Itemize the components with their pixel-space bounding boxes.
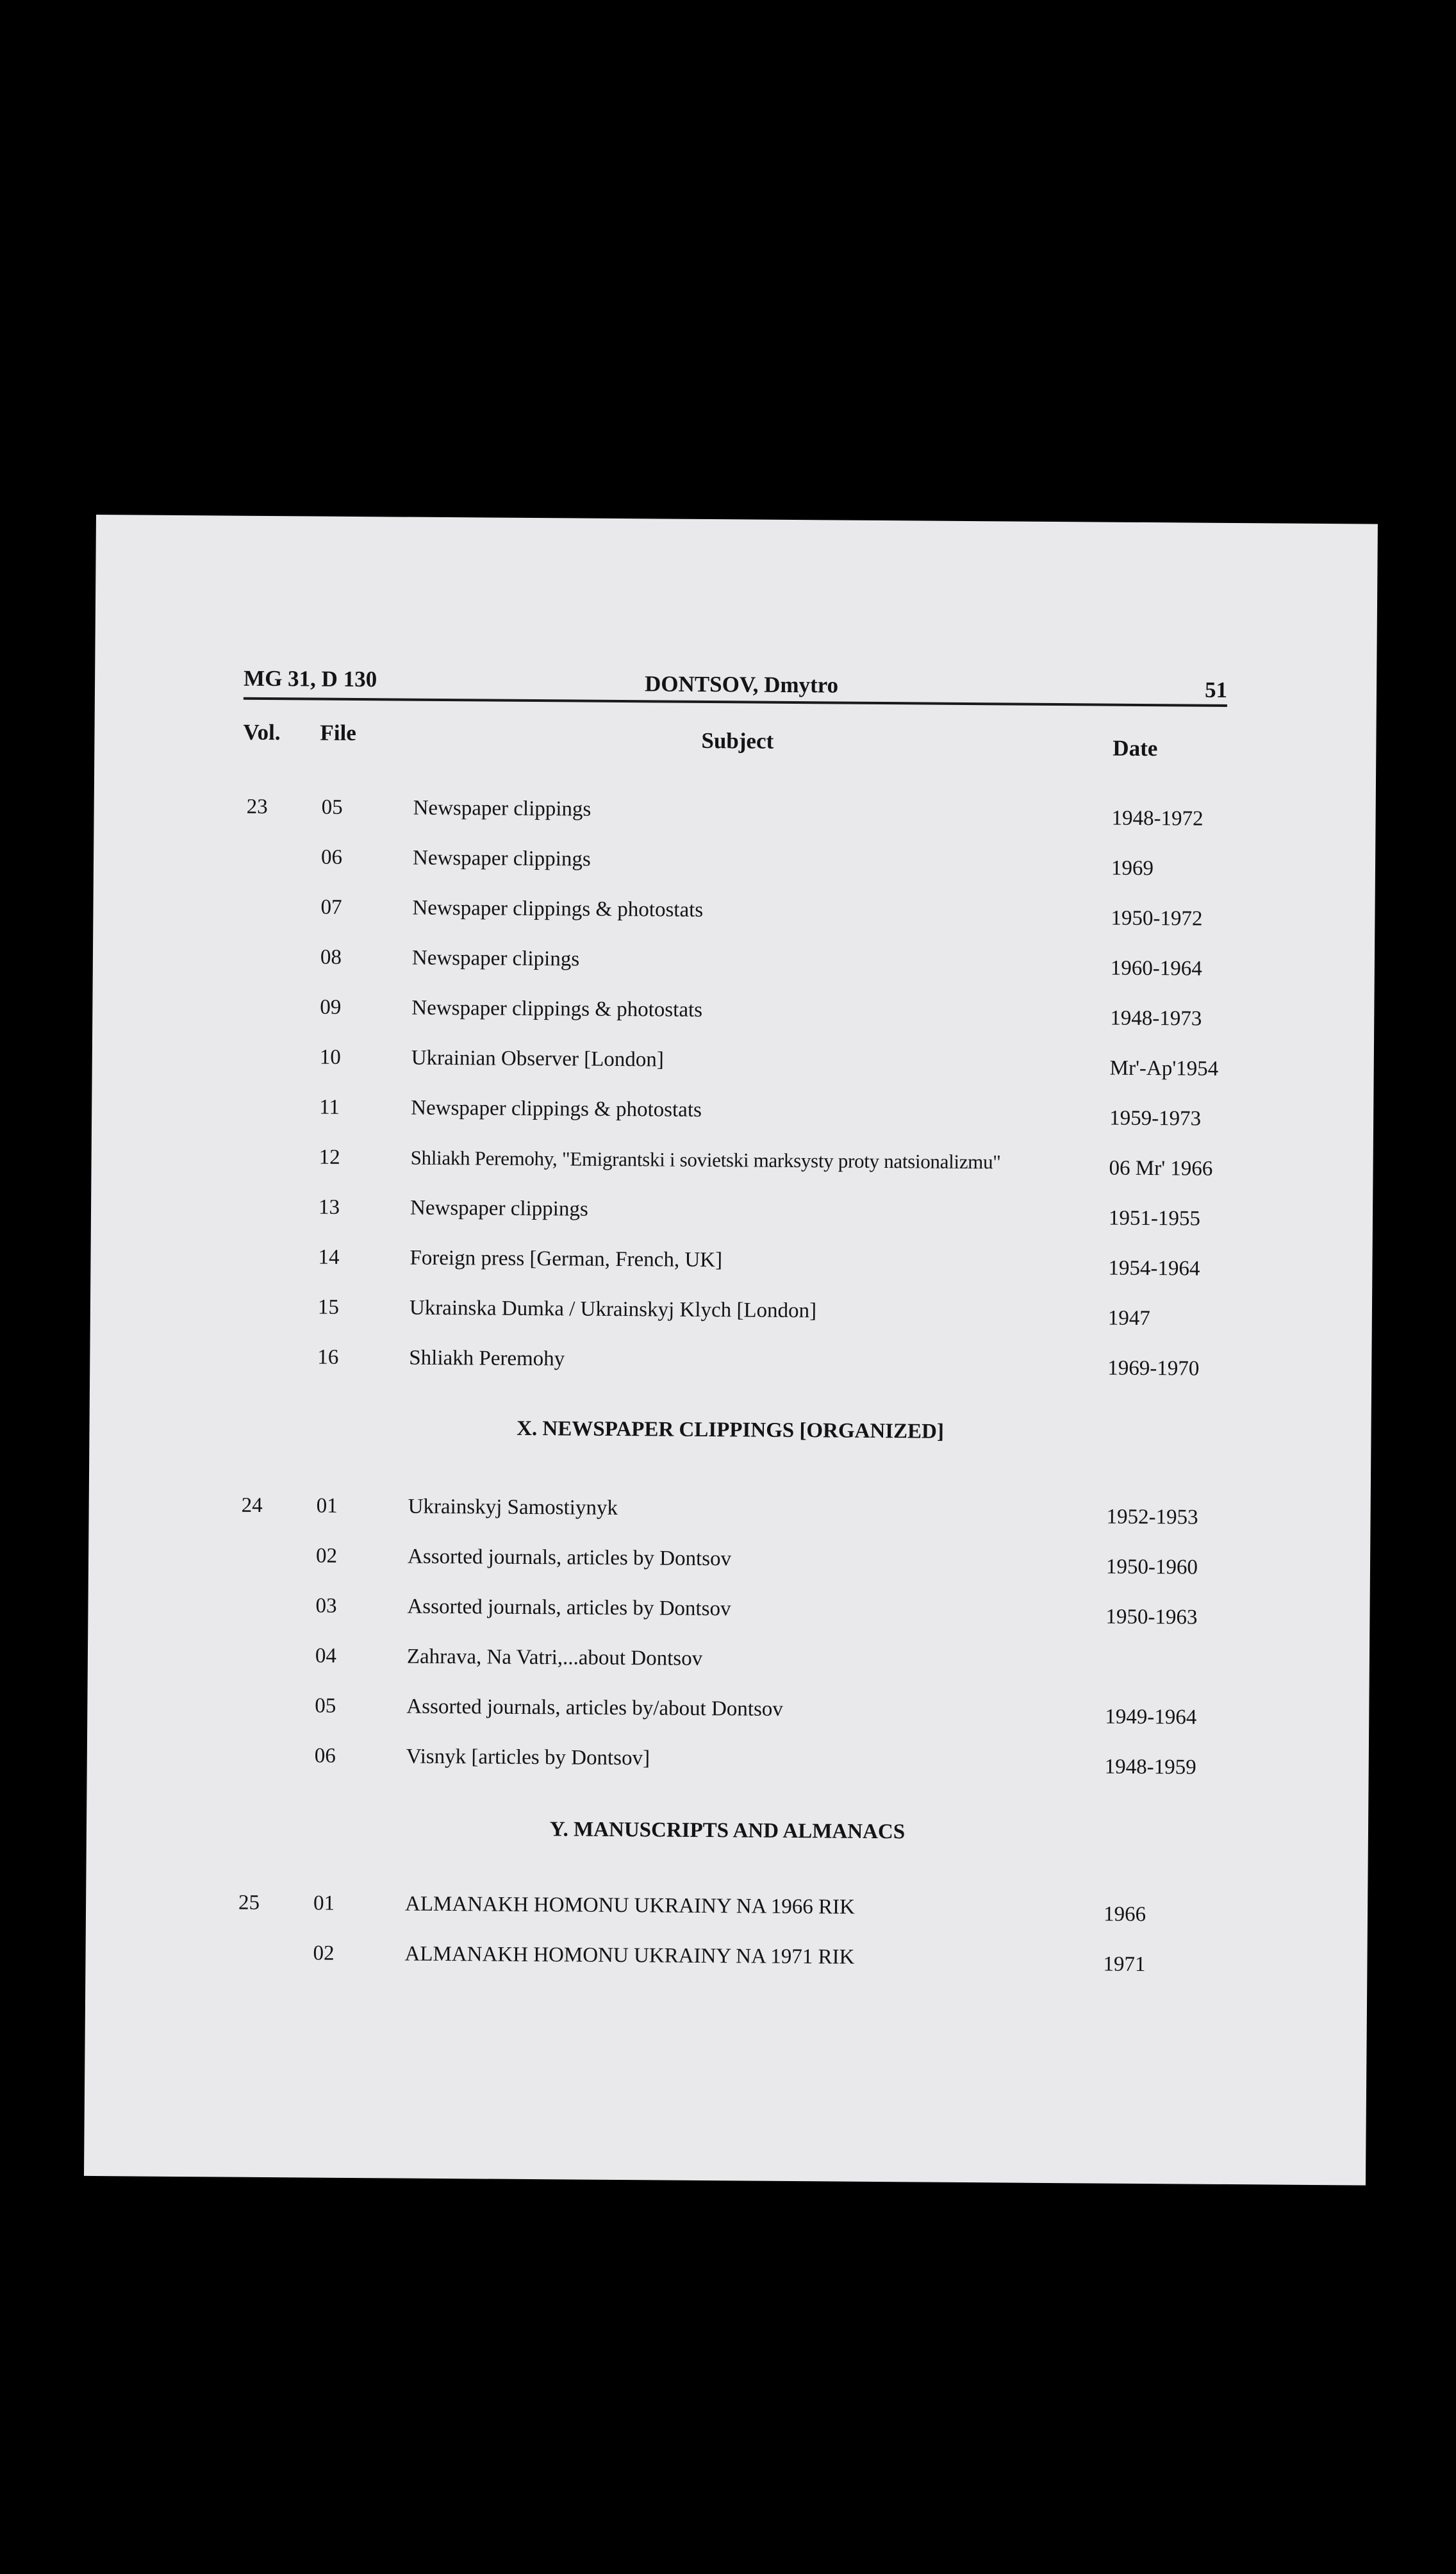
subject-cell: Newspaper clippings & photostats bbox=[411, 1096, 702, 1122]
section-heading-manuscripts: Y. MANUSCRIPTS AND ALMANACS bbox=[549, 1818, 906, 1844]
file-cell: 12 bbox=[318, 1145, 340, 1169]
file-cell: 14 bbox=[318, 1245, 340, 1269]
collection-number: MG 31, D 130 bbox=[243, 665, 377, 692]
subject-cell: Zahrava, Na Vatri,...about Dontsov bbox=[406, 1645, 703, 1670]
file-cell: 10 bbox=[319, 1045, 341, 1069]
date-cell: 1948-1972 bbox=[1111, 806, 1204, 831]
file-cell: 16 bbox=[317, 1345, 339, 1369]
subject-cell: Assorted journals, articles by Dontsov bbox=[407, 1545, 732, 1571]
date-cell: 1959-1973 bbox=[1109, 1106, 1202, 1131]
page-number: 51 bbox=[1204, 677, 1228, 702]
file-cell: 13 bbox=[318, 1195, 340, 1219]
file-cell: 01 bbox=[313, 1891, 335, 1915]
file-cell: 06 bbox=[320, 845, 343, 869]
subject-cell: Ukrainskyj Samostiynyk bbox=[408, 1495, 618, 1520]
date-cell: 06 Mr' 1966 bbox=[1109, 1156, 1213, 1181]
subject-cell: Newspaper clipings bbox=[411, 946, 580, 971]
file-cell: 01 bbox=[316, 1494, 338, 1518]
column-header-date: Date bbox=[1113, 735, 1158, 761]
subject-cell: Assorted journals, articles by/about Dontsov bbox=[406, 1695, 783, 1721]
subject-cell: Foreign press [German, French, UK] bbox=[410, 1246, 723, 1272]
date-cell: 1948-1973 bbox=[1110, 1006, 1202, 1031]
section-heading-newspaper-clippings: X. NEWSPAPER CLIPPINGS [ORGANIZED] bbox=[517, 1416, 945, 1443]
file-cell: 09 bbox=[320, 995, 342, 1019]
subject-cell: Newspaper clippings bbox=[413, 796, 592, 821]
date-cell: 1950-1960 bbox=[1105, 1555, 1198, 1579]
subject-cell: Ukrainian Observer [London] bbox=[411, 1046, 664, 1072]
date-cell: 1969 bbox=[1111, 856, 1154, 881]
column-header-subject: Subject bbox=[701, 727, 774, 754]
subject-cell: ALMANAKH HOMONU UKRAINY NA 1966 RIK bbox=[404, 1892, 856, 1919]
file-cell: 05 bbox=[315, 1694, 336, 1718]
vol-cell: 23 bbox=[246, 795, 268, 818]
vol-cell: 25 bbox=[238, 1891, 260, 1914]
subject-cell: Assorted journals, articles by Dontsov bbox=[407, 1595, 731, 1621]
subject-cell: Newspaper clippings bbox=[412, 846, 591, 871]
file-cell: 07 bbox=[320, 895, 342, 919]
file-cell: 11 bbox=[319, 1095, 340, 1119]
date-cell: 1950-1963 bbox=[1105, 1605, 1198, 1629]
subject-cell: Shliakh Peremohy bbox=[409, 1346, 565, 1371]
file-cell: 15 bbox=[317, 1295, 340, 1319]
date-cell: 1949-1964 bbox=[1105, 1705, 1197, 1729]
date-cell: 1948-1959 bbox=[1104, 1755, 1196, 1779]
document-title: DONTSOV, Dmytro bbox=[644, 671, 839, 698]
header-rule bbox=[244, 697, 1227, 707]
column-header-file: File bbox=[320, 720, 357, 745]
date-cell: 1966 bbox=[1103, 1902, 1146, 1927]
subject-cell: Ukrainska Dumka / Ukrainskyj Klych [London] bbox=[409, 1296, 817, 1323]
document-page bbox=[84, 515, 1378, 2186]
date-cell: 1951-1955 bbox=[1108, 1206, 1201, 1231]
file-cell: 06 bbox=[314, 1744, 336, 1768]
subject-cell: Visnyk [articles by Dontsov] bbox=[406, 1745, 650, 1770]
date-cell: 1950-1972 bbox=[1111, 906, 1203, 931]
date-cell: 1954-1964 bbox=[1108, 1256, 1200, 1281]
date-cell: 1952-1953 bbox=[1106, 1505, 1198, 1529]
date-cell: Mr'-Ap'1954 bbox=[1109, 1056, 1219, 1081]
file-cell: 05 bbox=[321, 795, 343, 819]
file-cell: 04 bbox=[315, 1644, 337, 1668]
date-cell: 1969-1970 bbox=[1107, 1356, 1200, 1381]
vol-cell: 24 bbox=[241, 1493, 263, 1517]
subject-cell: Newspaper clippings bbox=[410, 1196, 588, 1221]
column-header-vol: Vol. bbox=[243, 719, 281, 745]
file-cell: 03 bbox=[315, 1594, 337, 1618]
file-cell: 02 bbox=[315, 1544, 338, 1568]
date-cell: 1960-1964 bbox=[1110, 956, 1202, 981]
date-cell: 1971 bbox=[1103, 1952, 1146, 1977]
file-cell: 08 bbox=[320, 945, 342, 969]
subject-cell: ALMANAKH HOMONU UKRAINY NA 1971 RIK bbox=[404, 1942, 855, 1969]
date-cell: 1947 bbox=[1107, 1306, 1150, 1331]
subject-cell: Newspaper clippings & photostats bbox=[412, 896, 704, 922]
subject-cell: Newspaper clippings & photostats bbox=[411, 996, 703, 1022]
subject-cell: Shliakh Peremohy, "Emigrantski i sovietski marksysty proty natsionalizmu" bbox=[410, 1146, 1001, 1174]
file-cell: 02 bbox=[313, 1941, 335, 1965]
